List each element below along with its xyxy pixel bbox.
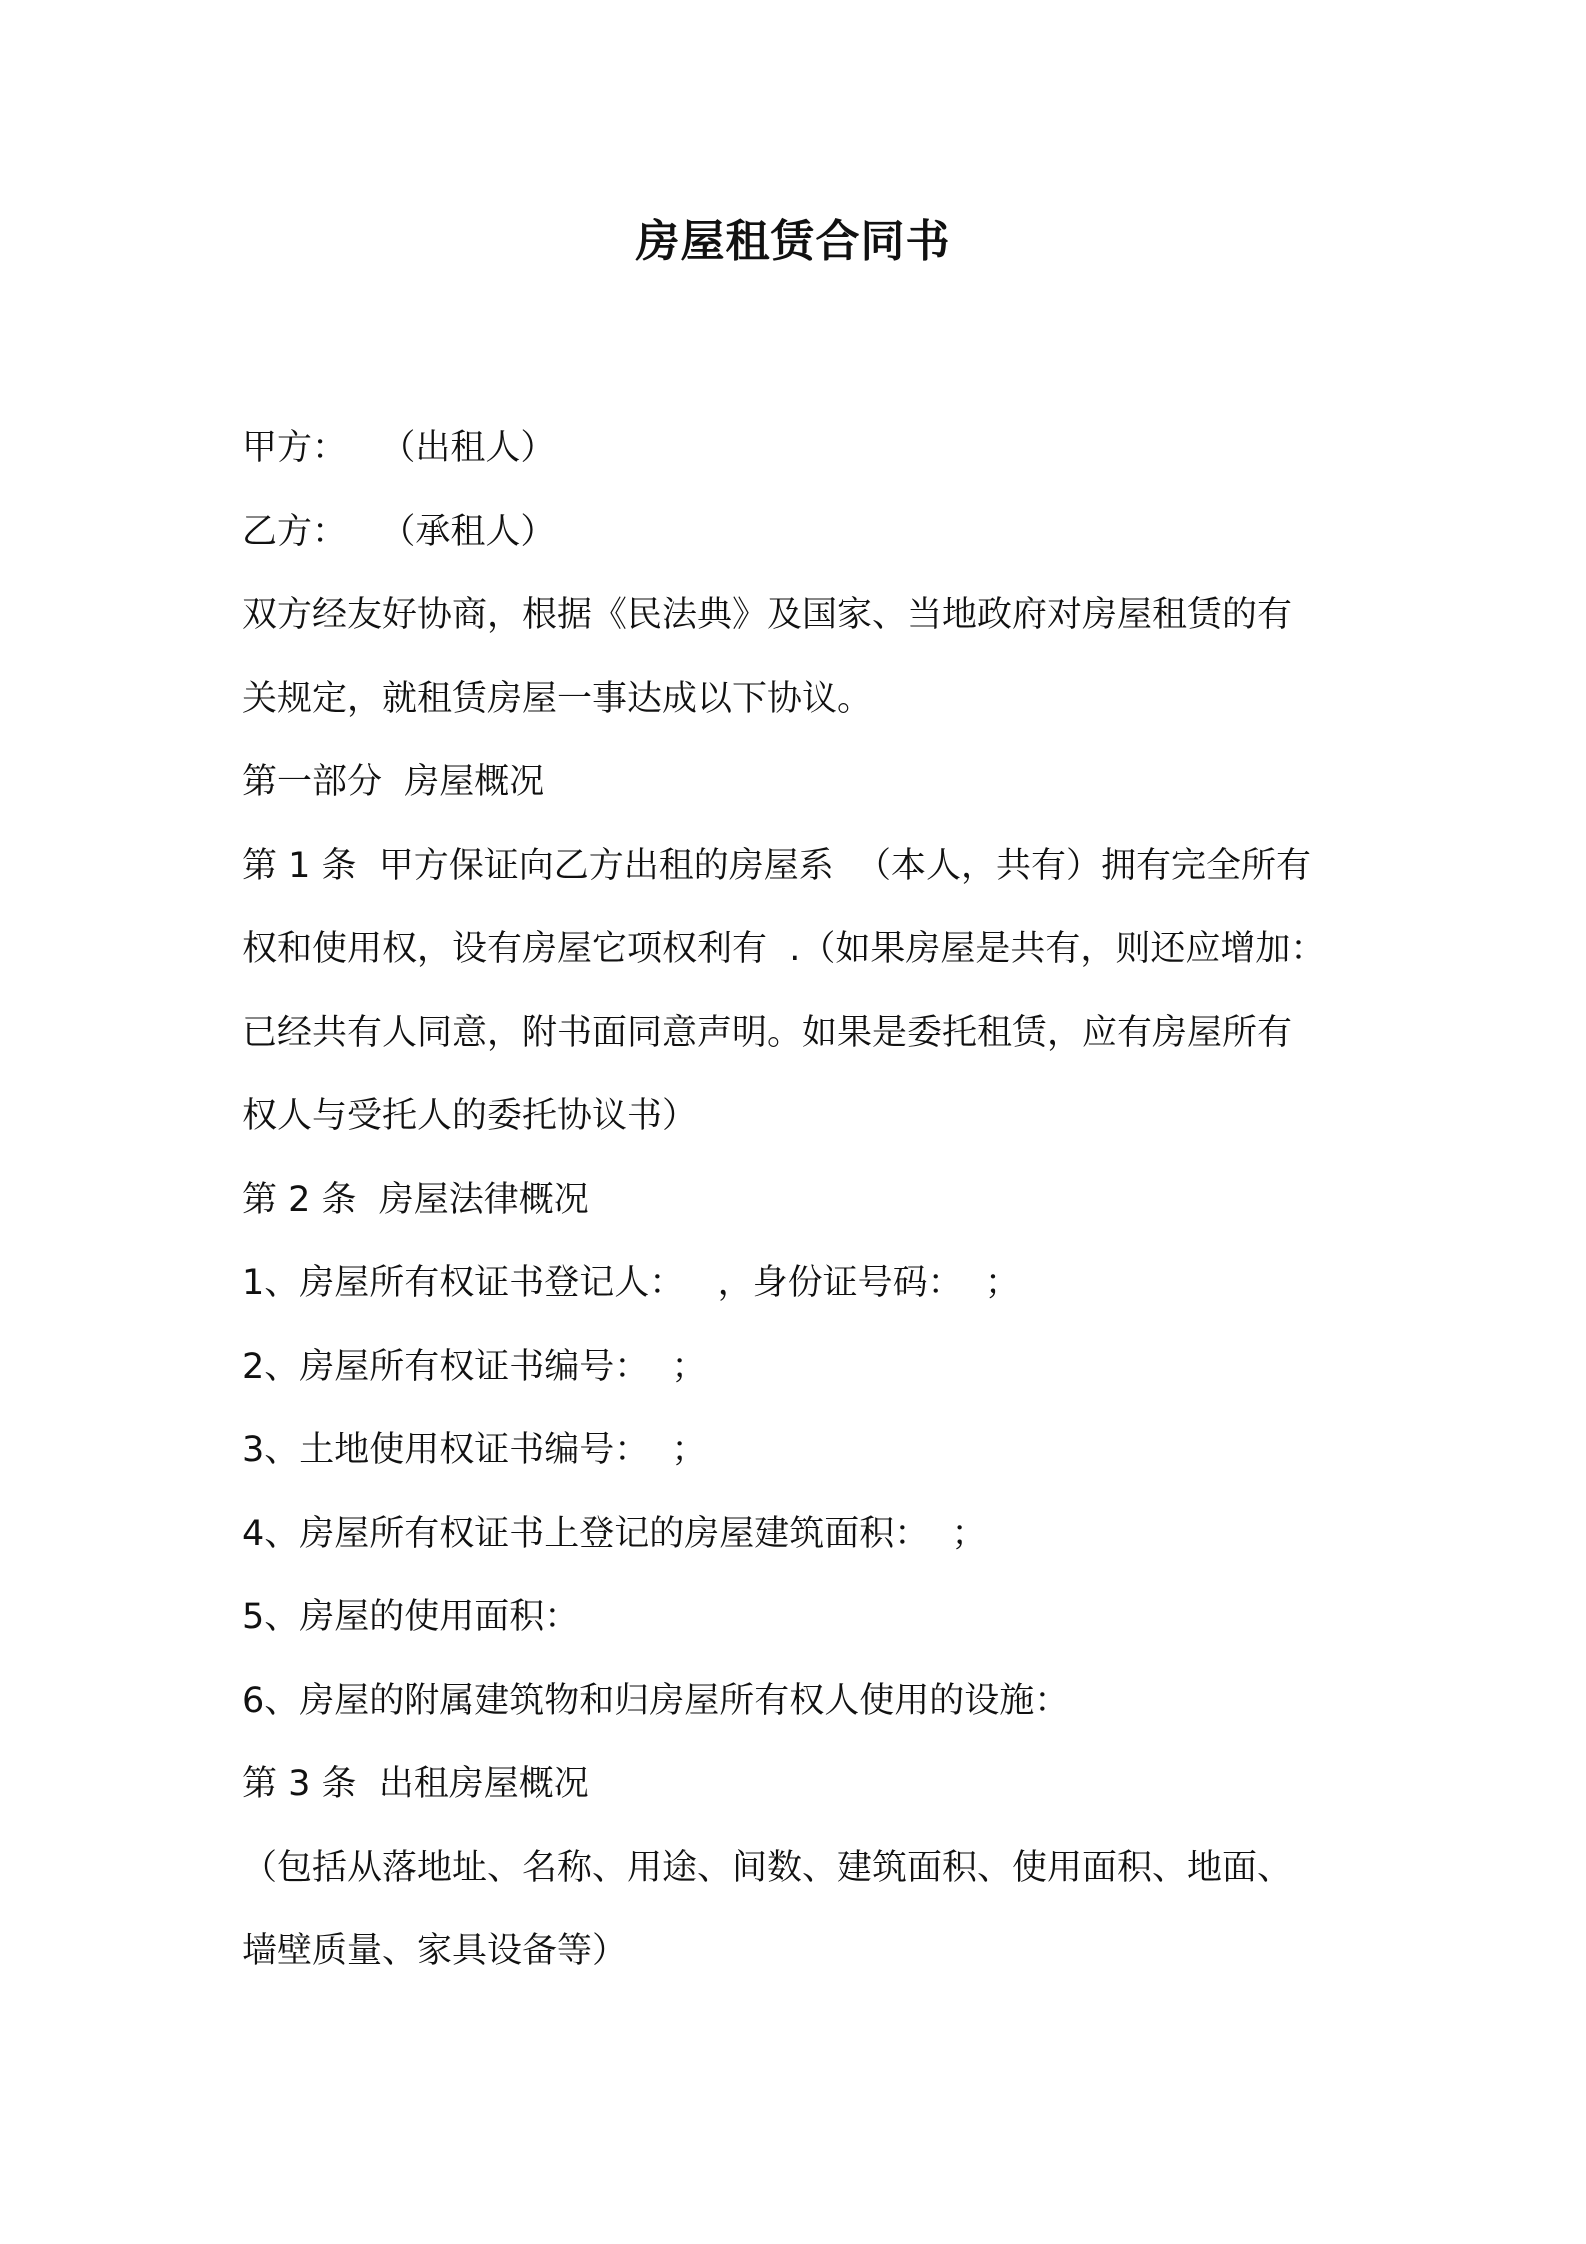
document-body [242,407,1362,1994]
article-2-item: 1、房屋所有权证书登记人： ，身份证号码： ； [242,1263,1020,1303]
article-2-item: 3、土地使用权证书编号： ； [242,1430,707,1470]
preamble-line: 双方经友好协商，根据《民法典》及国家、当地政府对房屋租赁的有 [242,595,1293,635]
article-3-heading: 第 3 条 出租房屋概况 [242,1764,589,1804]
document-title: 房屋租赁合同书 [635,216,951,267]
section-heading: 第一部分 房屋概况 [242,762,545,802]
party-a-line: 甲方： （出租人） [242,428,556,468]
article-1-line: 第 1 条 甲方保证向乙方出租的房屋系 （本人，共有）拥有完全所有 [242,845,1312,886]
article-2-item: 5、房屋的使用面积： [242,1597,580,1637]
preamble-line: 关规定，就租赁房屋一事达成以下协议。 [242,678,873,719]
article-2-heading: 第 2 条 房屋法律概况 [242,1179,589,1220]
article-2-item: 6、房屋的附属建筑物和归房屋所有权人使用的设施： [242,1680,1070,1721]
article-1-line: 权人与受托人的委托协议书） [242,1096,698,1136]
article-1-line: 已经共有人同意，附书面同意声明。如果是委托租赁，应有房屋所有 [242,1012,1293,1053]
party-b-line: 乙方： （承租人） [242,511,556,552]
article-2-item: 2、房屋所有权证书编号： ； [242,1346,707,1387]
article-2-item: 4、房屋所有权证书上登记的房屋建筑面积： ； [242,1513,987,1554]
article-1-line: 权和使用权，设有房屋它项权利有 .（如果房屋是共有，则还应增加： [242,929,1326,969]
article-3-line: （包括从落地址、名称、用途、间数、建筑面积、使用面积、地面、 [242,1847,1293,1888]
article-3-line: 墙壁质量、家具设备等） [242,1931,628,1971]
